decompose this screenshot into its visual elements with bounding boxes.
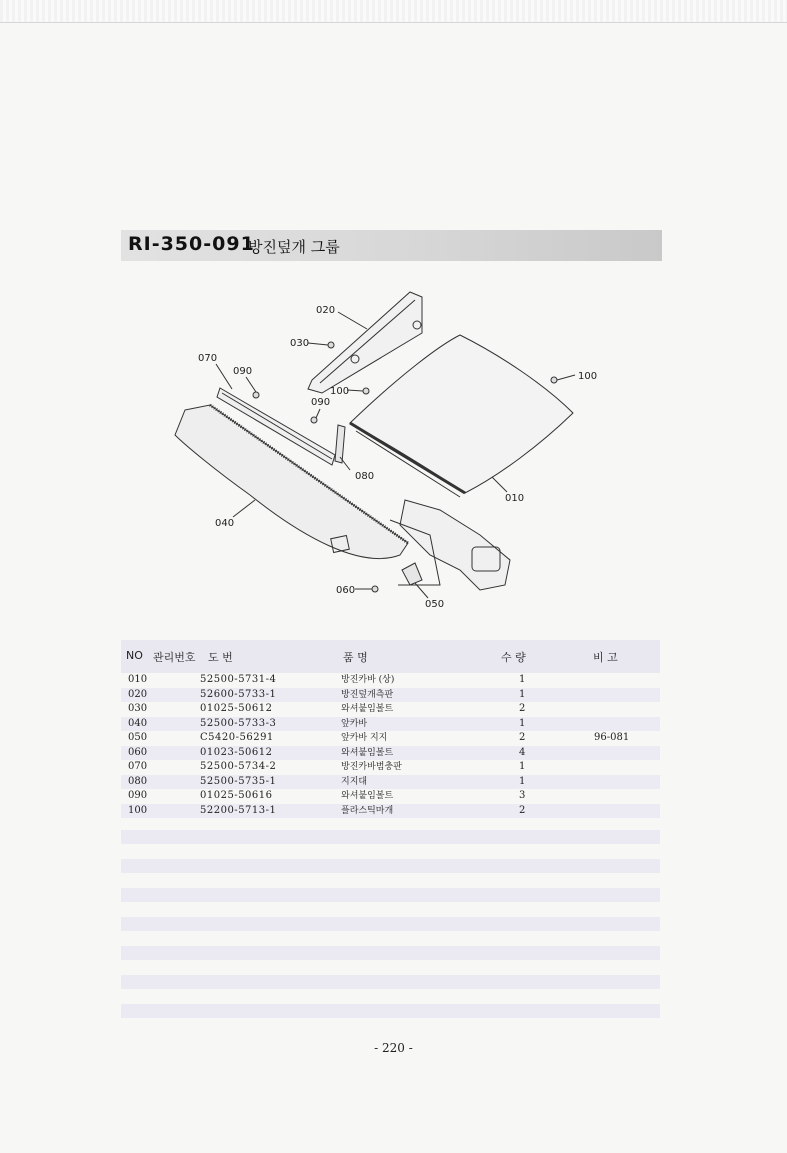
cell-name: 지지대 bbox=[341, 776, 368, 787]
empty-row bbox=[121, 975, 660, 989]
label-030: 030 bbox=[290, 338, 310, 349]
table-row bbox=[121, 688, 660, 703]
table-header bbox=[121, 640, 660, 673]
table-body bbox=[121, 673, 660, 818]
cell-qty: 2 bbox=[519, 732, 526, 743]
cell-dwg: 01025-50612 bbox=[200, 703, 273, 714]
cell-name: 방진카바범충판 bbox=[341, 762, 402, 772]
table-row bbox=[121, 760, 660, 775]
page-top-edge bbox=[0, 0, 787, 23]
label-040: 040 bbox=[215, 518, 235, 529]
cell-no: 030 bbox=[128, 703, 148, 714]
col-no: NO bbox=[126, 649, 143, 662]
cell-rem: 96-081 bbox=[594, 732, 630, 743]
cell-dwg: C5420-56291 bbox=[200, 732, 274, 743]
label-090: 090 bbox=[311, 397, 331, 408]
cell-name: 앞카바 bbox=[341, 718, 368, 729]
label-100: 100 bbox=[330, 386, 350, 397]
col-dwg: 도 번 bbox=[208, 651, 233, 664]
cell-qty: 3 bbox=[519, 790, 526, 801]
cell-no: 070 bbox=[128, 761, 148, 772]
table-row bbox=[121, 673, 660, 688]
cell-no: 010 bbox=[128, 674, 148, 685]
col-name: 품 명 bbox=[343, 651, 368, 664]
empty-row bbox=[121, 859, 660, 873]
cell-dwg: 52500-5731-4 bbox=[200, 674, 277, 685]
col-mgmt: 관리번호 bbox=[153, 651, 196, 664]
cell-qty: 1 bbox=[519, 717, 526, 729]
table-row bbox=[121, 731, 660, 746]
cell-qty: 4 bbox=[519, 746, 526, 758]
cell-name: 플라스틱마개 bbox=[341, 805, 394, 816]
cell-no: 060 bbox=[128, 746, 148, 758]
cell-qty: 2 bbox=[519, 703, 526, 714]
col-rem: 비 고 bbox=[593, 651, 618, 664]
table-row bbox=[121, 789, 660, 804]
table-row bbox=[121, 717, 660, 732]
cell-no: 020 bbox=[128, 688, 148, 700]
label-020: 020 bbox=[316, 305, 336, 316]
label-100: 100 bbox=[578, 371, 598, 382]
group-name: 방진덮개 그룹 bbox=[248, 238, 340, 256]
title-bar bbox=[121, 230, 662, 261]
label-050: 050 bbox=[425, 599, 445, 610]
group-code: RI-350-091 bbox=[128, 233, 255, 255]
table-row bbox=[121, 775, 660, 790]
part-010-dust-cover bbox=[350, 335, 573, 493]
empty-row bbox=[121, 946, 660, 960]
cell-dwg: 52200-5713-1 bbox=[200, 804, 277, 816]
table-row bbox=[121, 804, 660, 819]
page-number: - 220 - bbox=[374, 1041, 413, 1055]
col-qty: 수 량 bbox=[501, 651, 526, 664]
cell-name: 와셔붙임볼트 bbox=[341, 747, 394, 758]
part-050-bracket bbox=[402, 563, 422, 585]
cell-dwg: 52500-5733-3 bbox=[200, 717, 277, 729]
cell-qty: 1 bbox=[519, 775, 526, 787]
cell-dwg: 52600-5733-1 bbox=[200, 688, 277, 700]
cell-qty: 1 bbox=[519, 761, 526, 772]
label-080: 080 bbox=[355, 471, 375, 482]
cell-qty: 1 bbox=[519, 688, 526, 700]
cell-no: 100 bbox=[128, 804, 148, 816]
table-row bbox=[121, 746, 660, 761]
label-010: 010 bbox=[505, 493, 525, 504]
empty-table-rows bbox=[121, 830, 660, 1033]
empty-row bbox=[121, 917, 660, 931]
cell-qty: 2 bbox=[519, 804, 526, 816]
label-060: 060 bbox=[336, 585, 356, 596]
cell-dwg: 01025-50616 bbox=[200, 790, 273, 801]
cell-name: 앞카바 지지 bbox=[341, 733, 388, 743]
cell-no: 040 bbox=[128, 717, 148, 729]
cell-no: 090 bbox=[128, 790, 148, 801]
cell-no: 080 bbox=[128, 775, 148, 787]
parts-table bbox=[121, 640, 660, 818]
cell-name: 와셔붙임볼트 bbox=[341, 791, 394, 801]
empty-row bbox=[121, 888, 660, 902]
empty-row bbox=[121, 830, 660, 844]
label-070: 070 bbox=[198, 353, 218, 364]
cell-no: 050 bbox=[128, 732, 148, 743]
label-090: 090 bbox=[233, 366, 253, 377]
exploded-parts-diagram bbox=[160, 285, 620, 615]
cell-dwg: 52500-5734-2 bbox=[200, 761, 277, 772]
table-row bbox=[121, 702, 660, 717]
empty-row bbox=[121, 1004, 660, 1018]
cell-dwg: 52500-5735-1 bbox=[200, 775, 277, 787]
cell-qty: 1 bbox=[519, 674, 526, 685]
cell-name: 와셔붙임볼트 bbox=[341, 704, 394, 714]
cell-name: 방진덮개측판 bbox=[341, 689, 394, 700]
cell-name: 방진카바 (상) bbox=[341, 675, 395, 685]
cell-dwg: 01023-50612 bbox=[200, 746, 273, 758]
